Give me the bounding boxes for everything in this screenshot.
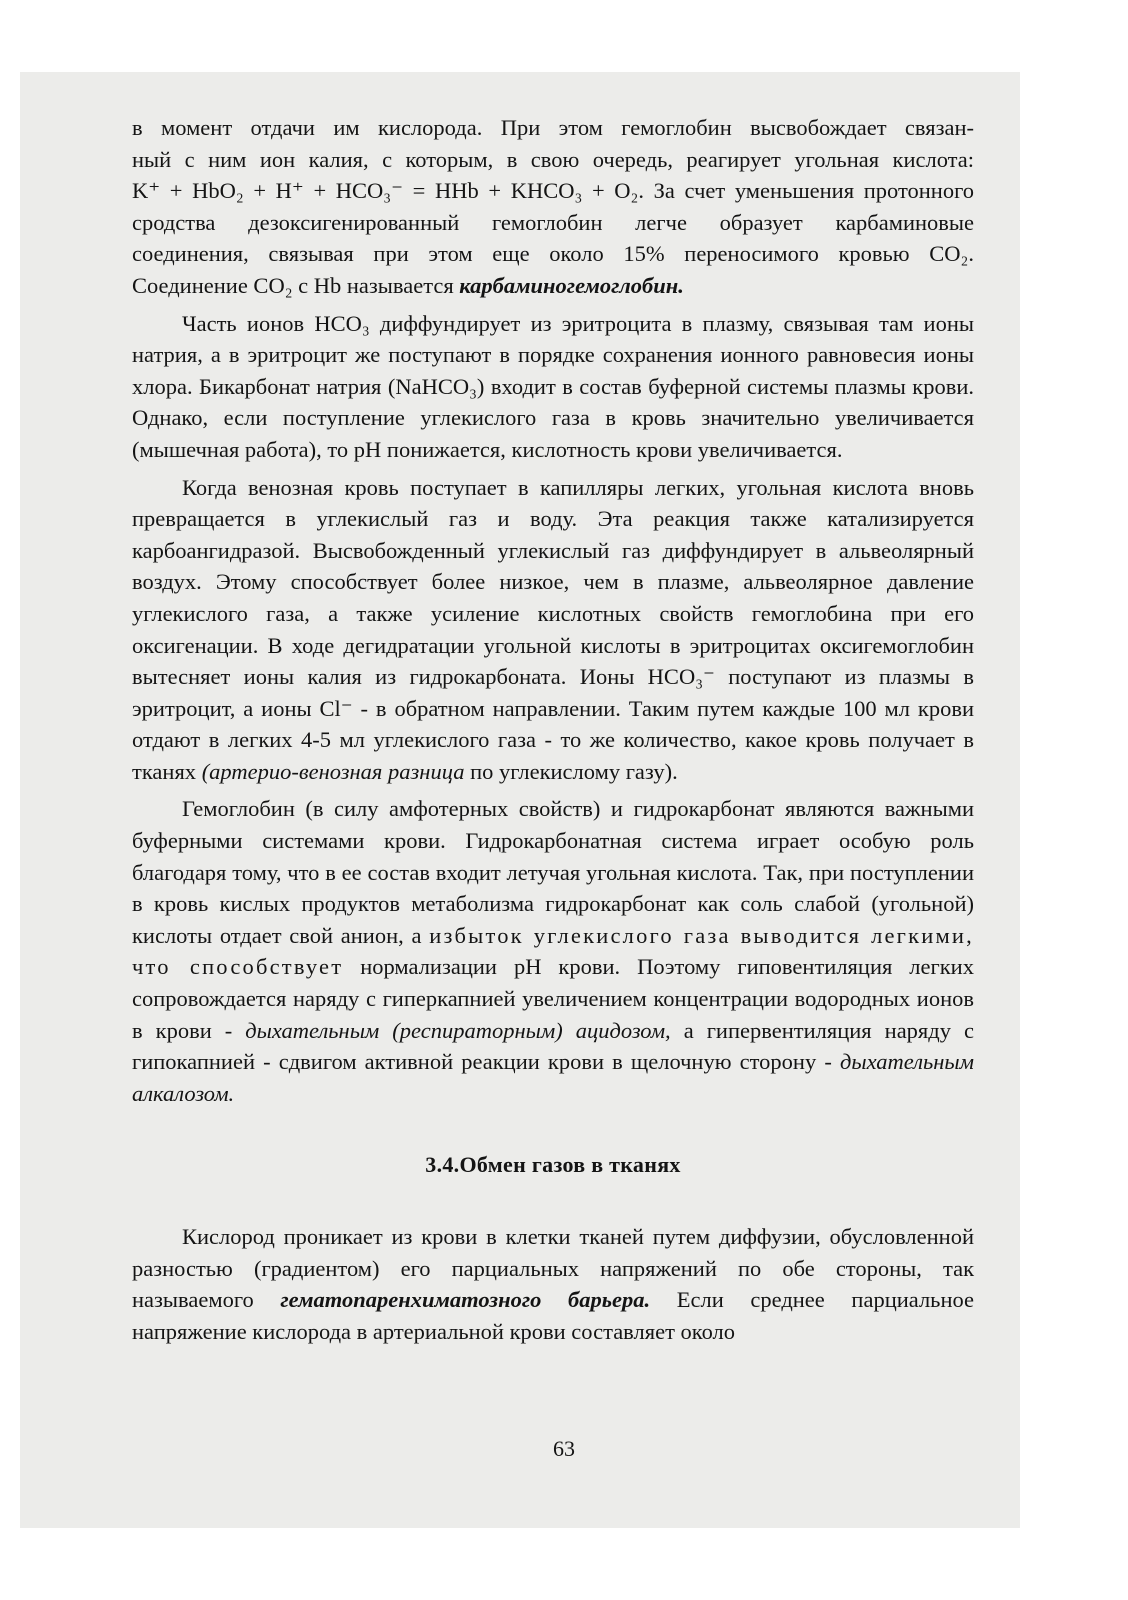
- paragraph-5: [132, 1221, 974, 1347]
- p1-line-2: ный с ним ион калия, с которым, в свою очередь, реагирует угольная кислота:: [132, 146, 974, 172]
- p4-spaced-line: избыток углекислого газа выводится легкими, что способствует: [132, 922, 974, 980]
- paragraph-4: [132, 793, 974, 1109]
- p1-line-3-wrap: [132, 175, 974, 207]
- p1-line-4: сродства дезоксигенированный гемоглобин легче образует карбаминовые: [132, 209, 974, 235]
- p3-text-c: по углекислому газу).: [464, 758, 678, 784]
- term-respiratory-alkalosis: дыхательным алкалозом.: [132, 1049, 974, 1106]
- p4-text-d: а гипервентиляция наряду с гипокапнией - сдвигом активной реакции крови в щелочную сторону -: [132, 1017, 974, 1075]
- paragraph-3: [132, 472, 974, 788]
- p1-line-5: соединения, связывая при этом еще около 15% переносимого кровью CO₂.: [132, 241, 974, 267]
- page-body: [132, 112, 974, 1347]
- term-hematoparenchymal-barrier: гематопаренхиматозного барьера.: [280, 1287, 651, 1313]
- p1-line-2-wrap: [132, 144, 974, 176]
- section-heading: 3.4.Обмен газов в тканях: [425, 1152, 681, 1178]
- p4-text-a: Гемоглобин (в силу амфотерных свойств) и гидрокарбонат являются важными буферными системами крови. Гидрокарбонатная система играет особую роль благодаря тому, что в ее состав входит летучая угольная кислота. Так, при поступлении в кровь кислых продуктов метаболизма гидрокарбонат как соль слабой (угольной) кислоты отдает свой анион, а: [132, 796, 974, 948]
- p1-line-6: Соединение CO₂ с Hb называется: [132, 272, 460, 298]
- p5-text-a: Кислород проникает из крови в клетки тканей путем диффузии, обусловленной разностью (градиентом) его парциальных напряжений по обе стороны, так называемого: [132, 1224, 974, 1313]
- p1-line-1: в момент отдачи им кислорода. При этом гемоглобин высвобождает связан-: [132, 115, 974, 140]
- page-number: 63: [553, 1436, 575, 1461]
- p1-formula-line: K⁺ + HbO₂ + H⁺ + HCO₃⁻ = HHb + KHCO₃ + O₂. За счет уменьшения протонного: [132, 178, 974, 204]
- p1-line-5-wrap: [132, 238, 974, 270]
- p4-text-b: нормализации pH крови. Поэтому гиповентиляция легких сопровождается наряду с гиперкапнией увеличением концентрации водородных ионов в крови -: [132, 954, 974, 1043]
- term-respiratory-acidosis: дыхательным (респираторным) ацидозом,: [245, 1017, 671, 1043]
- p3-text-a: Когда венозная кровь поступает в капилляры легких, угольная кислота вновь превращается в углекислый газ и воду. Эта реакция также катализируется карбоангидразой. Высвобожденный углекислый газ диффундирует в альвеолярный воздух. Этому способствует более низкое, чем в плазме, альвеолярное давление углекислого газа, а также усиление кислотных свойств гемоглобина при его оксигенации. В ходе дегидратации угольной кислоты в эритроцитах оксигемоглобин вытесняет ионы калия из гидрокарбоната. Ионы HCO₃⁻ поступают из плазмы в эритроцит, а ионы Cl⁻ - в обратном направлении. Таким путем каждые 100 мл крови отдают в легких 4-5 мл углекислого газа - то же количество, какое кровь получает в тканях: [132, 474, 974, 784]
- paragraph-1: [132, 112, 974, 144]
- paragraph-2: Часть ионов HCO₃ диффундирует из эритроцита в плазму, связывая там ионы натрия, а в эритроцит же поступают в порядке сохранения ионного равновесия ионы хлора. Бикарбонат натрия (NaHCO₃) входит в состав буферной системы плазмы крови. Однако, если поступление углекислого газа в кровь значительно увеличивается (мышечная работа), то pH понижается, кислотность крови увеличивается.: [132, 310, 974, 462]
- p1-line-6-wrap: [132, 270, 974, 302]
- p1-line-4-wrap: [132, 207, 974, 239]
- term-carbaminohemoglobin: карбаминогемоглобин.: [459, 272, 684, 298]
- p5-text-c: Если среднее парциальное напряжение кислорода в артериальной крови составляет около: [132, 1287, 974, 1344]
- term-arteriovenous-difference: (артерио-венозная разница: [201, 758, 465, 784]
